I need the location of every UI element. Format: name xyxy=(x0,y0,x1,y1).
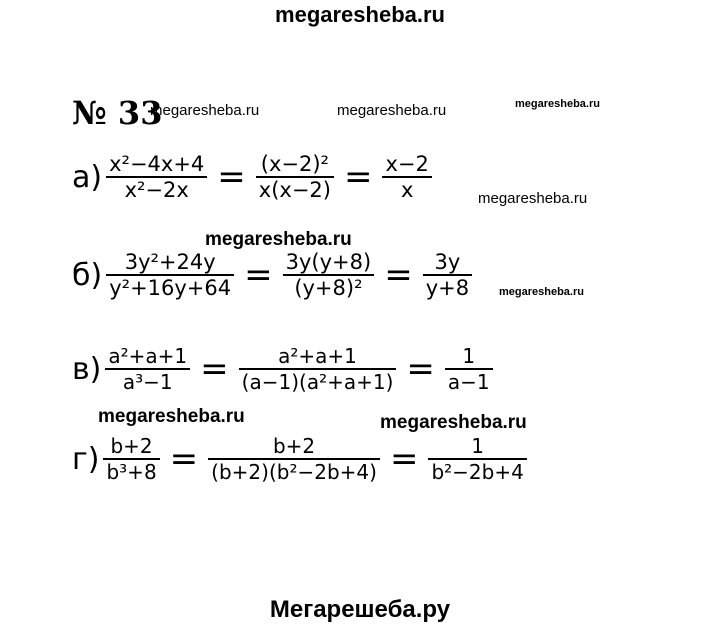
watermark-inline: megaresheba.ru xyxy=(515,98,600,110)
fraction xyxy=(105,344,190,394)
numerator: b+2 xyxy=(272,434,316,458)
numerator: a²+a+1 xyxy=(108,344,188,368)
item-label: г) xyxy=(72,441,100,477)
fraction xyxy=(445,344,493,394)
watermark-inline: megaresheba.ru xyxy=(478,190,588,207)
item-label: в) xyxy=(72,351,102,387)
denominator: y²+16y+64 xyxy=(109,276,232,300)
equation-g xyxy=(72,434,527,484)
numerator: b+2 xyxy=(110,434,153,458)
equals-sign: = xyxy=(169,439,199,479)
denominator: b³+8 xyxy=(106,460,157,484)
equals-sign: = xyxy=(343,157,373,197)
numerator: (x−2)² xyxy=(260,152,329,176)
denominator: (a−1)(a²+a+1) xyxy=(241,370,394,394)
numerator: x−2 xyxy=(385,152,429,176)
denominator: y+8 xyxy=(425,276,470,300)
denominator: x²−2x xyxy=(124,178,189,202)
denominator: x(x−2) xyxy=(258,178,331,202)
fraction xyxy=(106,152,207,202)
equation-a xyxy=(72,152,432,202)
watermark-inline: megaresheba.ru xyxy=(150,102,260,119)
numerator: x²−4x+4 xyxy=(109,152,205,176)
fraction xyxy=(106,250,234,300)
denominator: b²−2b+4 xyxy=(431,460,524,484)
denominator: x xyxy=(400,178,414,202)
numerator: 3y²+24y xyxy=(124,250,216,274)
watermark-inline: megaresheba.ru xyxy=(499,286,584,298)
watermark-inline: megaresheba.ru xyxy=(98,406,245,427)
watermark-inline: megaresheba.ru xyxy=(205,229,352,250)
equals-sign: = xyxy=(244,255,273,295)
fraction xyxy=(208,434,380,484)
equation-b xyxy=(72,250,472,300)
equals-sign: = xyxy=(389,439,419,479)
equals-sign: = xyxy=(200,349,229,389)
fraction xyxy=(428,434,526,484)
problem-number: № 33 xyxy=(72,94,163,132)
equals-sign: = xyxy=(217,157,246,197)
numerator: 3y(y+8) xyxy=(285,250,372,274)
fraction xyxy=(256,152,334,202)
fraction xyxy=(382,152,431,202)
fraction xyxy=(103,434,159,484)
denominator: a³−1 xyxy=(122,370,173,394)
watermark-top: megaresheba.ru xyxy=(275,2,445,27)
equals-sign: = xyxy=(406,349,435,389)
denominator: (y+8)² xyxy=(294,276,363,300)
fraction xyxy=(239,344,397,394)
watermark-inline: megaresheba.ru xyxy=(380,412,527,433)
numerator: 3y xyxy=(434,250,461,274)
numerator: 1 xyxy=(462,344,476,368)
watermark-bottom: Мегарешеба.ру xyxy=(269,596,451,623)
item-label: а) xyxy=(72,159,103,195)
fraction xyxy=(423,250,472,300)
equals-sign: = xyxy=(384,255,413,295)
numerator: a²+a+1 xyxy=(278,344,357,368)
numerator: 1 xyxy=(471,434,484,458)
item-label: б) xyxy=(72,257,103,293)
denominator: (b+2)(b²−2b+4) xyxy=(211,460,377,484)
watermark-inline: megaresheba.ru xyxy=(337,102,447,119)
denominator: a−1 xyxy=(447,370,490,394)
fraction xyxy=(283,250,375,300)
equation-v xyxy=(72,344,493,394)
